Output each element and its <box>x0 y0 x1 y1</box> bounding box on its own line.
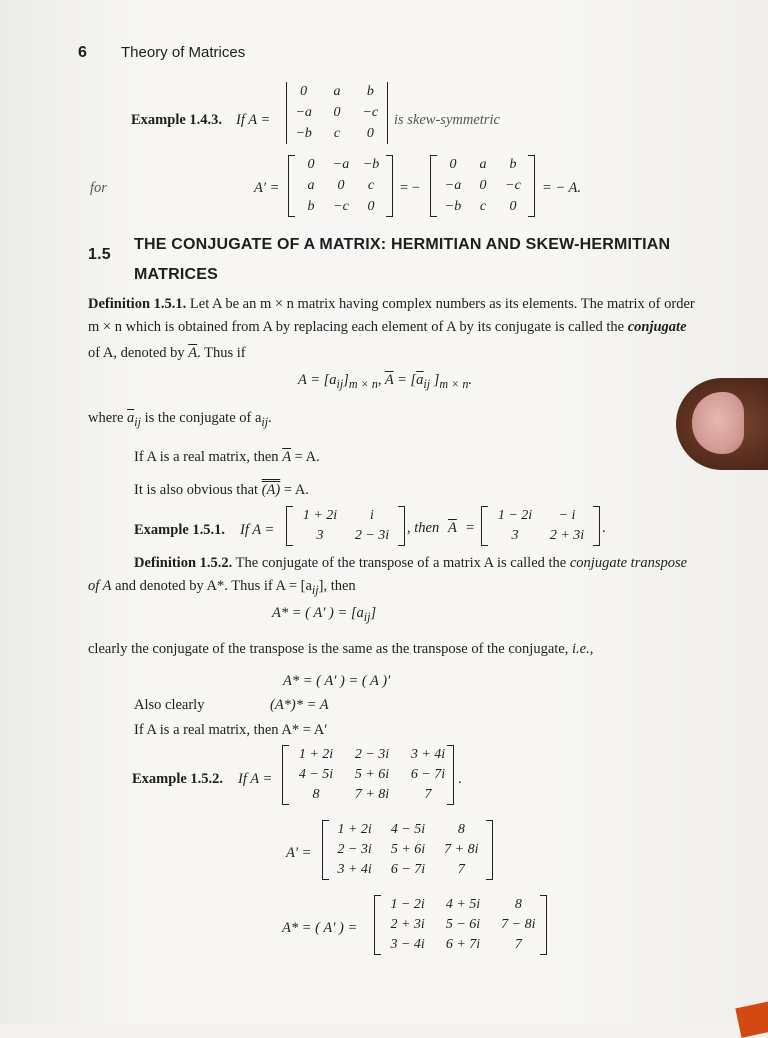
definition-152-of-a: of A <box>88 578 112 594</box>
matrix-cell: 0 <box>333 104 341 120</box>
matrix-cell: −b <box>444 198 462 214</box>
aij-bar-symbol: $\overline{a}$ <box>127 410 135 426</box>
ie-text: i.e., <box>571 641 594 657</box>
matrix-cell: 3 + 4i <box>337 862 372 877</box>
matrix-cell: −c <box>333 198 349 214</box>
matrix-151-a <box>294 506 398 546</box>
matrix-cell: 0 <box>367 198 375 214</box>
definition-term-conjugate-transpose: conjugate transpose <box>569 555 688 571</box>
formula-part: ] <box>343 372 349 388</box>
matrix-cell: 7 − 8i <box>501 917 536 932</box>
page-number: 6 <box>78 44 87 61</box>
matrix-cell: 7 + 8i <box>354 787 390 802</box>
definition-152-text2-end: ], then <box>318 578 356 594</box>
formula-a-star-2: A* = ( A′ ) = ( A )′ <box>283 673 391 689</box>
matrix-cell: 2 − 3i <box>354 528 390 543</box>
matrix-cell: 7 + 8i <box>444 842 479 857</box>
definition-151-line2 <box>88 319 687 336</box>
obvious-text: It is also obvious that <box>134 482 259 498</box>
definition-152-label: Definition 1.5.2. <box>134 555 233 571</box>
example-152-end: . <box>458 771 462 787</box>
real-text-end: = A. <box>294 449 320 465</box>
matrix-cell: 0 <box>337 177 345 193</box>
matrix-143-aprime <box>296 155 386 217</box>
also-clearly-label: Also clearly <box>134 697 205 713</box>
definition-151-label: Definition 1.5.1. <box>88 296 187 312</box>
matrix-cell: −b <box>295 125 312 141</box>
matrix-cell: a <box>333 84 341 100</box>
equals-sign: = <box>466 520 475 536</box>
matrix-cell: 0 <box>307 157 315 173</box>
example-143-if-a: If A = <box>236 112 271 128</box>
example-152-if-a: If A = <box>238 771 273 787</box>
section-title-line2: MATRICES <box>134 266 218 283</box>
matrix-cell: 0 <box>449 157 457 173</box>
clearly-text: clearly the conjugate of the transpose is the same as the transpose of the conjugate, <box>88 641 569 657</box>
matrix-cell: 0 <box>366 125 374 141</box>
example-152-label: Example 1.5.2. <box>132 771 224 787</box>
formula-part: A* = ( A′ ) = [a <box>272 605 364 621</box>
subscript: ij <box>336 376 344 391</box>
definition-151-text2: m × n which is obtained from A by replacing each element of A by its conjugate is called the <box>88 319 625 335</box>
example-143-end: = − A. <box>542 180 582 196</box>
bracket-right <box>540 895 547 955</box>
a-bar-symbol: $\overline{A}$ <box>384 372 394 388</box>
subscript: ij <box>363 609 371 624</box>
matrix-cell: 6 − 7i <box>410 767 446 782</box>
matrix-cell: 1 − 2i <box>497 508 533 523</box>
where-text: is the conjugate of a <box>144 410 262 426</box>
matrix-cell: c <box>333 125 341 141</box>
formula-part: A = [a <box>298 372 337 388</box>
example-143-tail: is skew-symmetric <box>394 112 500 128</box>
matrix-cell: 1 + 2i <box>337 822 372 837</box>
formula-part: ] <box>430 372 440 388</box>
matrix-152-astar <box>380 895 546 955</box>
definition-152-text2: and denoted by A*. Thus if A = [a <box>115 578 312 594</box>
real-a-star-line: If A is a real matrix, then A* = A′ <box>134 722 328 738</box>
subscript: ij <box>134 414 142 429</box>
definition-151-line3 <box>88 345 246 362</box>
matrix-cell: 6 + 7i <box>445 937 481 952</box>
formula-part: . <box>468 372 472 388</box>
bracket-right <box>386 155 393 217</box>
matrix-cell: 4 + 5i <box>445 897 481 912</box>
matrix-cell: b <box>366 84 374 100</box>
a-bar-symbol: $\overline{A}$ <box>448 520 457 536</box>
formula-part: ] <box>370 605 377 621</box>
obvious-text-end: = A. <box>283 482 309 498</box>
formula-part: = [ <box>393 372 417 388</box>
real-text: If A is a real matrix, then <box>134 449 279 465</box>
orange-page-corner <box>735 1000 768 1038</box>
bracket-right <box>593 506 600 546</box>
example-151-end: . <box>602 520 606 536</box>
matrix-cell: 5 + 6i <box>354 767 390 782</box>
matrix-cell: 4 − 5i <box>390 822 426 837</box>
matrix-cell: −b <box>362 157 380 173</box>
a-bar-symbol: $\overline{A}$ <box>282 449 292 465</box>
matrix-cell: 3 + 4i <box>410 747 446 762</box>
matrix-cell: 4 − 5i <box>298 767 334 782</box>
obvious-line <box>134 482 309 499</box>
subscript: ij <box>423 376 431 391</box>
matrix-cell: 2 + 3i <box>549 528 585 543</box>
bracket-right <box>486 820 493 880</box>
matrix-cell: − i <box>558 508 576 523</box>
aij-bar-symbol: $\overline{a}$ <box>416 372 424 388</box>
matrix-cell: 8 <box>514 897 522 912</box>
formula-a-star <box>272 605 376 625</box>
matrix-cell: 1 − 2i <box>390 897 425 912</box>
matrix-143-a <box>286 82 388 144</box>
definition-term-conjugate: conjugate <box>627 319 687 335</box>
matrix-cell: 1 + 2i <box>302 508 338 523</box>
where-line <box>88 410 272 430</box>
example-151-label: Example 1.5.1. <box>134 522 226 538</box>
definition-152-line1 <box>134 555 687 572</box>
for-label: for <box>90 180 107 196</box>
bracket-left <box>430 155 437 217</box>
matrix-cell: −a <box>444 177 462 193</box>
matrix-cell: 6 − 7i <box>390 862 426 877</box>
where-text: where <box>88 410 124 426</box>
matrix-cell: 3 <box>511 528 519 543</box>
clearly-line <box>88 641 593 658</box>
matrix-cell: 1 + 2i <box>298 747 334 762</box>
matrix-cell: 2 − 3i <box>337 842 372 857</box>
bracket-left <box>288 155 295 217</box>
matrix-cell: 5 − 6i <box>445 917 481 932</box>
matrix-152-aprime <box>328 820 488 880</box>
bracket-right <box>398 506 405 546</box>
matrix-cell: 3 <box>316 528 324 543</box>
matrix-cell: −c <box>362 104 379 120</box>
a-star-label: A* = ( A′ ) = <box>282 920 358 936</box>
matrix-cell: c <box>367 177 375 193</box>
matrix-cell: −a <box>332 157 350 173</box>
bracket-left <box>481 506 488 546</box>
matrix-cell: 2 + 3i <box>390 917 425 932</box>
matrix-cell: b <box>307 198 315 214</box>
definition-152-text1: The conjugate of the transpose of a matrix A is called the <box>235 555 567 571</box>
a-prime-label: A′ = <box>254 180 280 196</box>
matrix-cell: c <box>479 198 487 214</box>
also-clearly-formula: (A*)* = A <box>270 697 329 713</box>
subscript: ij <box>261 414 269 429</box>
equals-minus: = − <box>400 180 420 196</box>
matrix-151-abar <box>489 506 593 546</box>
formula-part: , <box>377 372 385 388</box>
a-prime-label: A′ = <box>286 845 312 861</box>
fingernail <box>692 392 744 454</box>
definition-151-text1: Let A be an m × n matrix having complex numbers as its elements. The matrix of order <box>189 296 695 312</box>
a-bar-symbol: $\overline{A}$ <box>188 345 198 361</box>
matrix-cell: 3 − 4i <box>390 937 425 952</box>
definition-151-text3-end: . Thus if <box>197 345 246 361</box>
bracket-right <box>447 745 454 805</box>
matrix-cell: a <box>479 157 487 173</box>
matrix-cell: −a <box>295 104 312 120</box>
bracket-right <box>528 155 535 217</box>
subscript: ij <box>311 582 319 597</box>
matrix-cell: 7 <box>424 787 432 802</box>
example-151-then: , then <box>407 520 440 536</box>
formula-conjugate-definition <box>298 372 472 392</box>
matrix-cell: 7 <box>514 937 522 952</box>
matrix-cell: 0 <box>479 177 487 193</box>
matrix-cell: 8 <box>312 787 320 802</box>
matrix-cell: i <box>370 508 374 523</box>
matrix-cell: 8 <box>457 822 465 837</box>
matrix-cell: 5 + 6i <box>390 842 426 857</box>
definition-151-text3: of A, denoted by <box>88 345 185 361</box>
double-bar-expression: (A) <box>261 482 281 498</box>
matrix-152-a <box>288 745 456 805</box>
subscript: m × n <box>439 376 469 391</box>
example-143-label: Example 1.4.3. <box>131 112 223 128</box>
matrix-cell: 0 <box>300 84 308 100</box>
real-matrix-line <box>134 449 320 466</box>
matrix-cell: −c <box>505 177 521 193</box>
bracket-left <box>286 506 293 546</box>
matrix-cell: 7 <box>457 862 465 877</box>
matrix-cell: a <box>307 177 315 193</box>
section-number: 1.5 <box>88 246 111 263</box>
definition-152-line2 <box>88 578 356 598</box>
where-text: . <box>268 410 272 426</box>
matrix-cell: 2 − 3i <box>354 747 390 762</box>
matrix-143-neg <box>438 155 528 217</box>
definition-151-line1 <box>88 296 695 313</box>
matrix-cell: b <box>509 157 517 173</box>
subscript: m × n <box>348 376 378 391</box>
example-151-if-a: If A = <box>240 522 275 538</box>
running-title: Theory of Matrices <box>121 44 246 61</box>
section-title-line1: THE CONJUGATE OF A MATRIX: HERMITIAN AND SKEW-HERMITIAN <box>134 236 671 253</box>
matrix-cell: 0 <box>509 198 517 214</box>
